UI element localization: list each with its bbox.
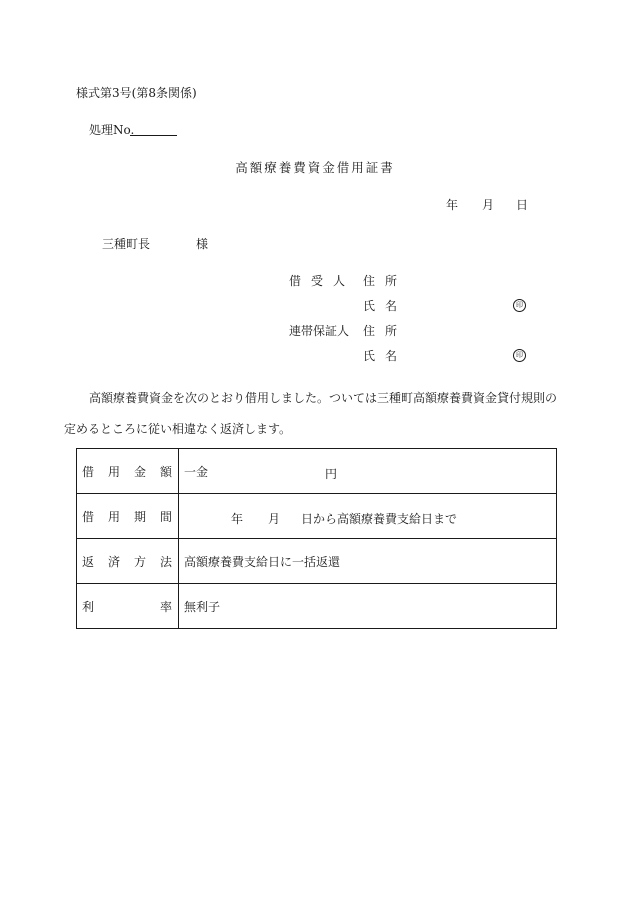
guarantor-label: 連帯保証人 <box>289 324 350 338</box>
loan-period-suffix: 日から高額療養費支給日まで <box>301 512 458 526</box>
processing-number-field[interactable] <box>130 135 177 136</box>
repayment-method-value: 高額療養費支給日に一括返還 <box>179 539 557 584</box>
loan-amount-unit: 円 <box>325 467 338 481</box>
borrower-name-label-1: 氏 <box>363 299 376 313</box>
guarantor-address-label-2: 所 <box>385 324 398 338</box>
body-line-1: 高額療養費資金を次のとおり借用しました。ついては三種町高額療養費資金貸付規則の <box>89 391 558 405</box>
interest-rate-row <box>77 584 557 629</box>
loan-table <box>76 448 557 629</box>
loan-amount-prefix: 一金 <box>184 464 209 479</box>
guarantor-name-label-1: 氏 <box>363 349 376 363</box>
guarantor-seal-icon: 印 <box>513 349 526 362</box>
addressee-name: 三種町長 <box>102 237 151 251</box>
form-number: 様式第3号(第8条関係) <box>76 86 197 100</box>
body-line-2: 定めるところに従い相違なく返済します。 <box>64 422 292 436</box>
loan-period-month: 月 <box>268 512 281 526</box>
document-title: 高額療養費資金借用証書 <box>235 160 395 175</box>
processing-number-label: 処理No. <box>89 123 135 137</box>
date-month-label: 月 <box>482 198 495 212</box>
interest-rate-value: 無利子 <box>179 584 557 629</box>
guarantor-name-label-2: 名 <box>385 349 398 363</box>
date-day-label: 日 <box>516 198 529 212</box>
borrower-seal-icon: 印 <box>513 299 526 312</box>
date-year-label: 年 <box>446 198 459 212</box>
addressee-honorific: 様 <box>196 237 209 251</box>
loan-amount-label: 借 用 金 額 <box>77 449 179 494</box>
repayment-method-row <box>77 539 557 584</box>
borrower-address-label-2: 所 <box>385 274 398 288</box>
borrower-address-label-1: 住 <box>363 274 376 288</box>
borrower-label: 借 受 人 <box>289 274 346 288</box>
loan-amount-row <box>77 449 557 494</box>
interest-rate-label: 利 率 <box>77 584 179 629</box>
loan-period-value[interactable] <box>179 494 557 539</box>
borrower-name-label-2: 名 <box>385 299 398 313</box>
loan-amount-value[interactable] <box>179 449 557 494</box>
loan-period-row <box>77 494 557 539</box>
guarantor-address-label-1: 住 <box>363 324 376 338</box>
loan-period-year: 年 <box>231 512 244 526</box>
loan-period-label: 借 用 期 間 <box>77 494 179 539</box>
repayment-method-label: 返 済 方 法 <box>77 539 179 584</box>
